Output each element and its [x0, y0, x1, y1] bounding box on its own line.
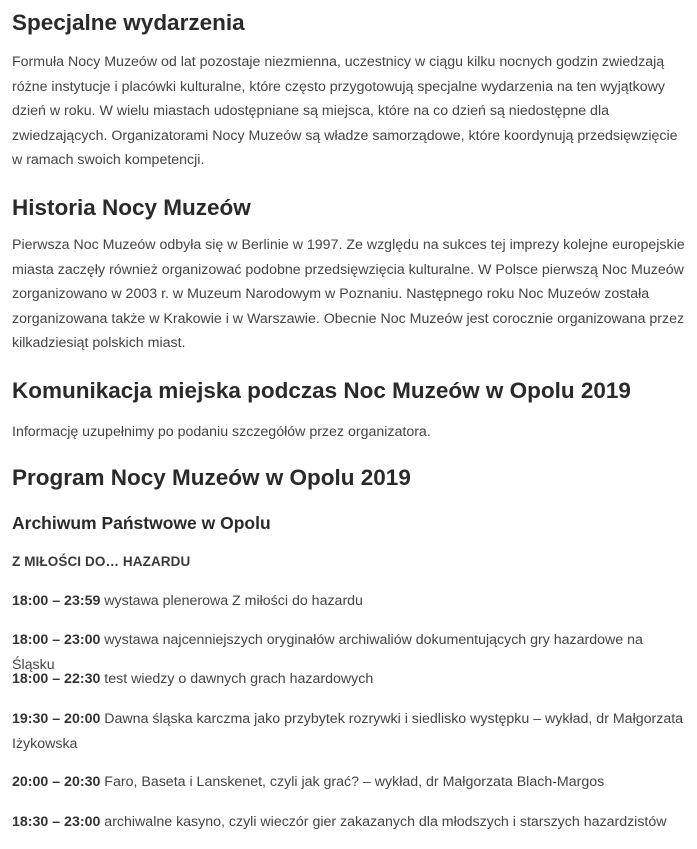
program-item [12, 810, 685, 835]
program-event-title: Z MIŁOŚCI DO… HAZARDU [12, 554, 191, 569]
program-item-desc: wystawa plenerowa Z miłości do hazardu [100, 593, 363, 609]
program-item-desc: Faro, Baseta i Lanskenet, czyli jak grać? – wykład, dr Małgorzata Blach-Margos [100, 774, 605, 790]
program-item [12, 667, 685, 692]
program-item-desc: test wiedzy o dawnych grach hazardowych [100, 671, 374, 687]
program-item [12, 770, 685, 795]
program-item [12, 589, 685, 614]
program-item-time: 19:30 – 20:00 [12, 711, 101, 727]
section-body-transport: Informację uzupełnimy po podaniu szczegółów przez organizatora. [12, 424, 431, 440]
program-item-time: 20:00 – 20:30 [12, 774, 101, 790]
program-item-desc: archiwalne kasyno, czyli wieczór gier zakazanych dla młodszych i starszych hazardzistów [100, 814, 667, 830]
program-item-desc: wystawa najcenniejszych oryginałów archiwaliów dokumentujących gry hazardowe na Śląsku [12, 632, 643, 673]
program-item [12, 707, 685, 756]
program-item-time: 18:30 – 23:00 [12, 814, 101, 830]
section-title-special-events: Specjalne wydarzenia [12, 10, 245, 35]
program-title: Program Nocy Muzeów w Opolu 2019 [12, 465, 411, 490]
program-item-desc: Dawna śląska karczma jako przybytek rozrywki i siedlisko występku – wykład, dr Małgorzata Iżykowska [12, 711, 684, 752]
program-item-time: 18:00 – 23:00 [12, 632, 101, 648]
section-title-history: Historia Nocy Muzeów [12, 195, 251, 220]
section-body-special-events: Formuła Nocy Muzeów od lat pozostaje niezmienna, uczestnicy w ciągu kilku nocnych godzin zwiedzają różne instytucje i placówki kulturalne, które często przygotowują specjalne wydarzenia na ten wyjątkowy dzień w roku. W wielu miastach udostępniane są miejsca, które na co dzień są niedostępne dla zwiedzających. Organizatorami Nocy Muzeów są władze samorządowe, które koordynują przedsięwzięcie w ramach swoich kompetencji. [12, 54, 678, 169]
section-body-history: Pierwsza Noc Muzeów odbyła się w Berlinie w 1997. Ze względu na sukces tej imprezy kolejne europejskie miasta zaczęły również organizować podobne przedsięwzięcia kulturalne. W Polsce pierwszą Noc Muzeów zorganizowano w 2003 r. w Muzeum Narodowym w Poznaniu. Następnego roku Noc Muzeów została zorganizowana także w Krakowie i w Warszawie. Obecnie Noc Muzeów jest corocznie organizowana przez kilkadziesiąt polskich miast. [12, 237, 685, 352]
section-title-transport: Komunikacja miejska podczas Noc Muzeów w Opolu 2019 [12, 378, 631, 403]
program-venue: Archiwum Państwowe w Opolu [12, 513, 271, 533]
program-item-time: 18:00 – 22:30 [12, 671, 101, 687]
program-item-time: 18:00 – 23:59 [12, 593, 101, 609]
